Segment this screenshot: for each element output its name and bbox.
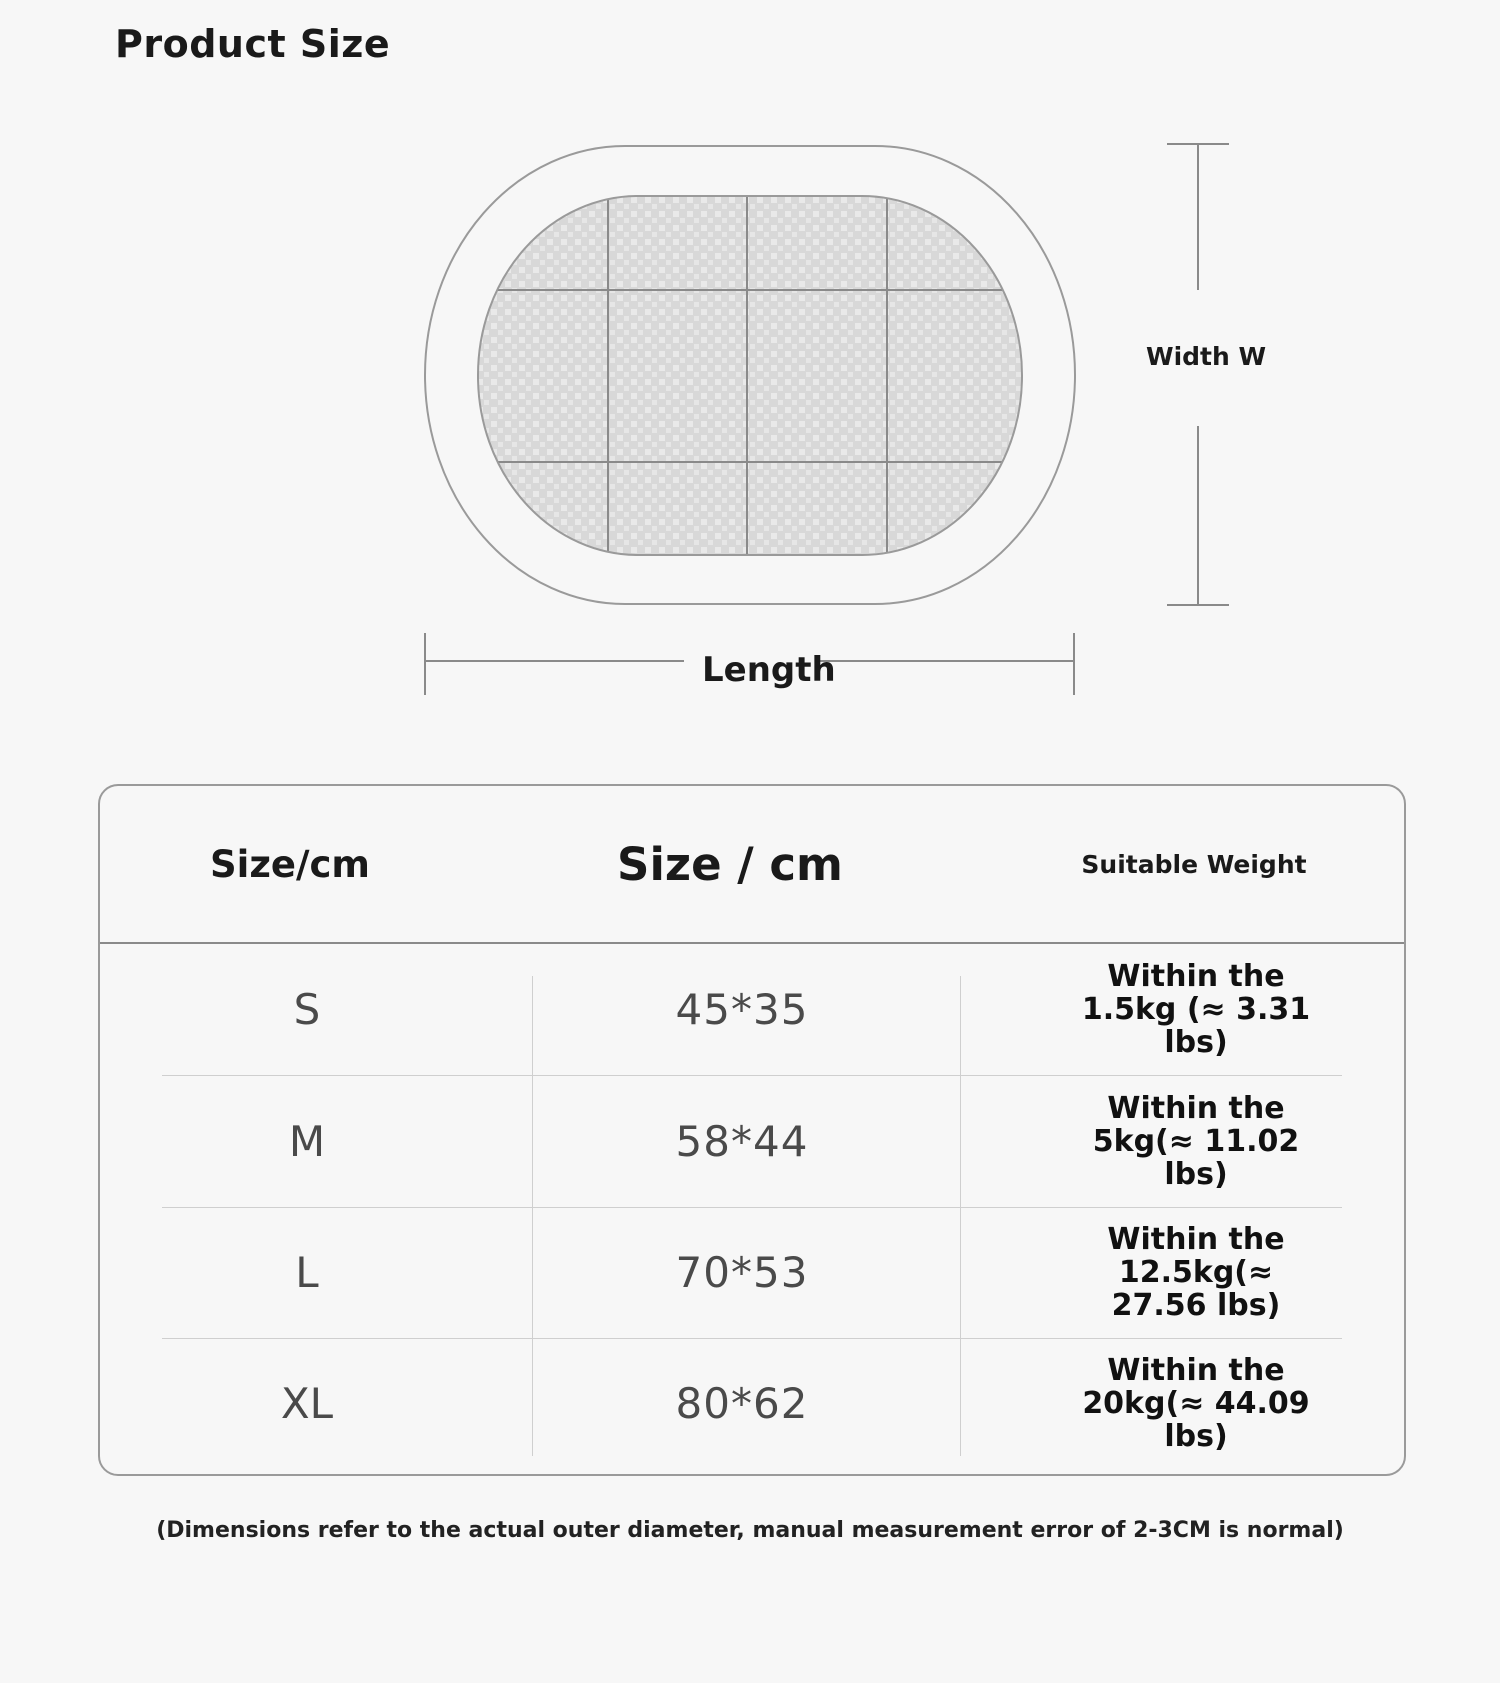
bed-inner-mat [478, 196, 1022, 555]
page-title: Product Size [115, 22, 391, 66]
table-row [162, 1207, 1342, 1339]
bed-outline-illustration [0, 0, 1500, 740]
table-row [162, 944, 1342, 1076]
dimensions-cell: 80*62 [675, 1379, 809, 1428]
length-label: Length [702, 650, 836, 690]
size-cell: XL [280, 1379, 334, 1428]
header-dimensions: Size / cm [617, 837, 843, 891]
dimensions-cell: 70*53 [675, 1248, 809, 1297]
width-label: Width W [1146, 342, 1267, 371]
weight-cell: Within the 20kg(≈ 44.09 lbs) [1082, 1353, 1310, 1454]
size-cell: M [288, 1117, 326, 1166]
header-suitable-weight: Suitable Weight [1081, 849, 1307, 879]
header-size: Size/cm [210, 842, 370, 886]
product-diagram [0, 0, 1500, 740]
weight-cell: Within the 12.5kg(≈ 27.56 lbs) [1107, 1222, 1285, 1323]
table-header [100, 786, 1404, 944]
dimensions-cell: 45*35 [675, 985, 809, 1034]
size-cell: L [295, 1248, 319, 1297]
table-row [162, 1338, 1342, 1469]
weight-cell: Within the 1.5kg (≈ 3.31 lbs) [1081, 959, 1311, 1060]
measurement-footnote: (Dimensions refer to the actual outer diameter, manual measurement error of 2-3CM is normal) [156, 1518, 1344, 1543]
table-row [162, 1076, 1342, 1208]
dimensions-cell: 58*44 [675, 1117, 809, 1166]
weight-cell: Within the 5kg(≈ 11.02 lbs) [1092, 1091, 1300, 1192]
size-table [98, 784, 1406, 1476]
width-dimension-line [1167, 144, 1229, 605]
size-cell: S [293, 985, 321, 1034]
